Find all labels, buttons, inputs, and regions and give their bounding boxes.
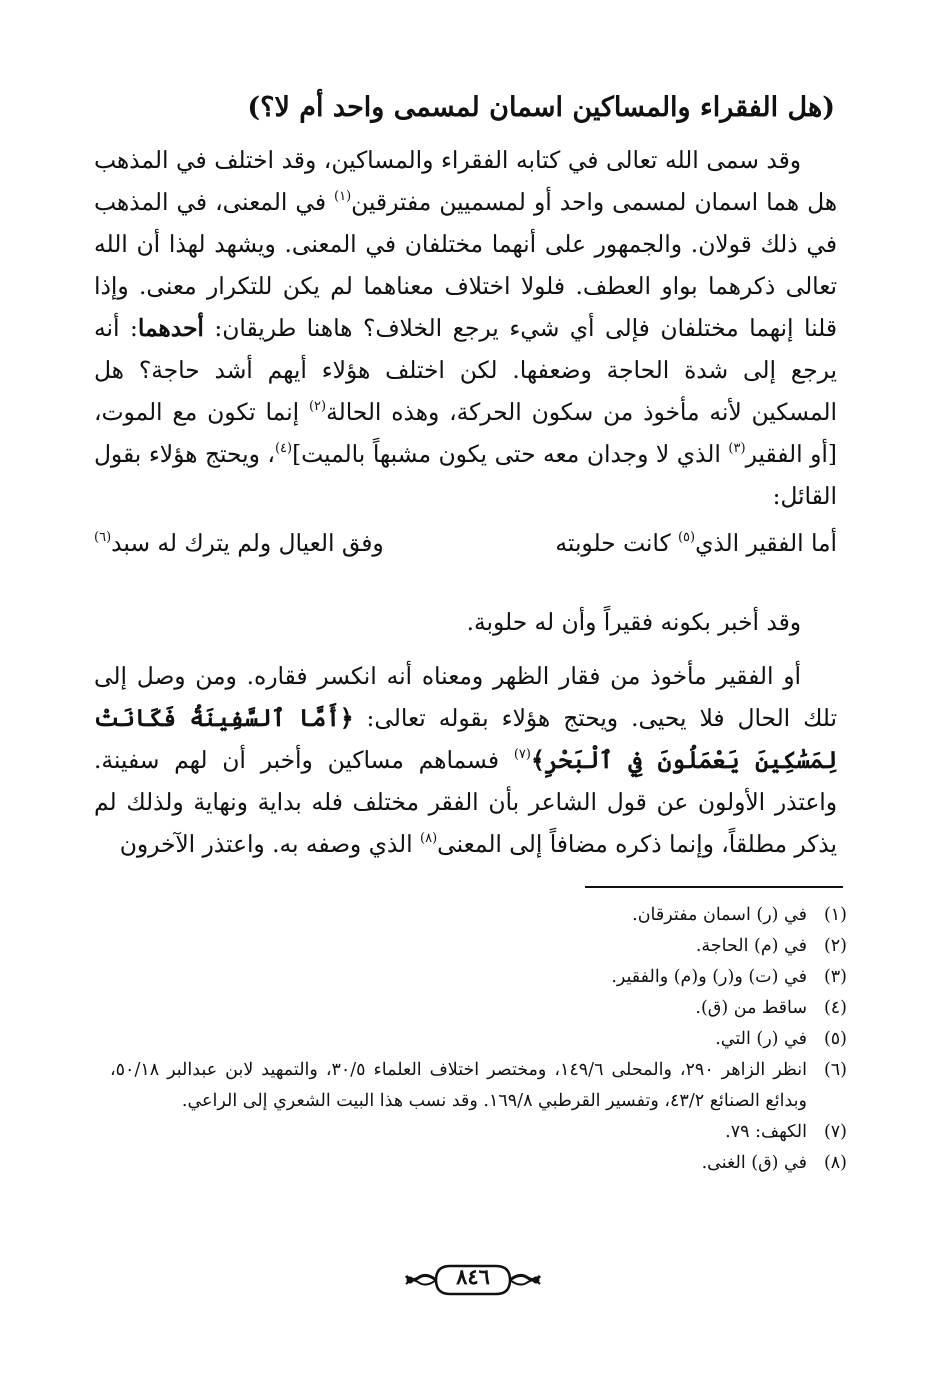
footnote-divider — [585, 886, 843, 888]
footnote-number: (٨) — [823, 1153, 847, 1173]
footnote-ref-7[interactable]: (٧) — [513, 747, 531, 762]
p3-text-b: فسماهم مساكين وأخبر أن لهم سفينة. واعتذر الأولون عن قول الشاعر بأن الفقر مختلف فله بداية ونهاية ولذلك لم يذكر مطلقاً، وإنما ذكره مضافاً إلى المعنى — [94, 747, 837, 858]
paragraph-3 — [94, 656, 837, 866]
footnote-ref-6[interactable]: (٦) — [94, 530, 112, 545]
paragraph-1 — [94, 140, 837, 518]
p1-text-e: الذي لا وجدان معه حتى يكون مشبهاً بالميت] — [292, 441, 729, 468]
p1-text-d: إنما تكون مع الموت، [أو الفقير — [94, 399, 837, 468]
p1-text-b: في المعنى، في المذهب في ذلك قولان. والجمهور على أنهما مختلفان في المعنى. ويشهد لهذا أن الله تعالى ذكرهما بواو العطف. فلولا اختلاف معناهما لم يكن للتكرار معنى. وإذا قلنا إنهما مختلفان فإلى أي شيء يرجع الخلاف؟ هاهنا طريقان: — [94, 189, 837, 342]
footnote-ref-1[interactable]: (١) — [334, 189, 352, 204]
footnote-number: (٥) — [823, 1029, 847, 1049]
p3-text-c: الذي وصفه به. واعتذر الآخرون — [119, 831, 421, 858]
footnote-item — [110, 1117, 847, 1148]
footnote-text: انظر الزاهر ٢٩٠، والمحلى ١٤٩/٦، ومختصر اختلاف العلماء ٣٠/٥، والتمهيد لابن عبدالبر ٥٠/١٨، وبدائع الصنائع ٤٣/٢، وتفسير القرطبي ١٦٩/٨. وقد نسب هذا البيت الشعري إلى الراعي. — [110, 1060, 807, 1111]
footnote-ref-3[interactable]: (٣) — [728, 441, 746, 456]
footnote-number: (٣) — [823, 967, 847, 987]
footnote-item — [110, 1148, 847, 1179]
footnote-number: (٧) — [823, 1122, 847, 1142]
quran-quote: ﴿أَمَّا ٱلسَّفِينَةُ فَكَانَتْ لِمَسَٰكِينَ يَعْمَلُونَ فِي ٱلْبَحْرِ﴾ — [94, 705, 837, 774]
p1-text-c: : أنه يرجع إلى شدة الحاجة وضعفها. لكن اختلف هؤلاء أيهم أشد حاجة؟ هل المسكين لأنه مأخوذ من سكون الحركة، وهذه الحالة — [94, 315, 837, 426]
page-number-ornament — [398, 1260, 548, 1300]
footnote-ref-4[interactable]: (٤) — [274, 441, 293, 456]
footnote-text: في (م) الحاجة. — [695, 936, 807, 956]
p1-text-a: وقد سمى الله تعالى في كتابه الفقراء والمساكين، وقد اختلف في المذهب هل هما اسمان لمسمى واحد أو لمسميين مفترقين — [94, 147, 838, 216]
verse-hemistich-2 — [94, 530, 384, 557]
footnote-text: في (ر) اسمان مفترقان. — [632, 905, 807, 925]
footnotes — [110, 900, 847, 1179]
verse-h1-text: أما الفقير الذي — [695, 530, 837, 557]
poetry-verse — [94, 530, 837, 572]
footnote-ref-2[interactable]: (٢) — [308, 399, 327, 414]
page-number: ٨٤٦ — [456, 1264, 490, 1289]
verse-h1b-text: كانت حلوبته — [555, 530, 678, 557]
footnote-ref-8[interactable]: (٨) — [420, 831, 438, 846]
footnote-number: (٦) — [823, 1060, 847, 1080]
verse-h2-text: وفق العيال ولم يترك له سبد — [111, 530, 384, 557]
footnote-text: ساقط من (ق). — [695, 998, 807, 1018]
paragraphs-continued — [94, 602, 837, 878]
p1-bold-term: أحدهما — [137, 315, 204, 342]
footnote-text: في (ر) التي. — [715, 1029, 807, 1049]
footnote-text: الكهف: ٧٩. — [725, 1122, 807, 1142]
footnote-item — [110, 900, 847, 931]
footnote-number: (٢) — [823, 936, 847, 956]
footnote-item — [110, 1055, 847, 1117]
footnote-item — [110, 993, 847, 1024]
footnote-item — [110, 962, 847, 993]
footnote-number: (١) — [823, 905, 847, 925]
section-heading: (هل الفقراء والمساكين اسمان لمسمى واحد أم لا؟) — [247, 92, 835, 123]
paragraph-2: وقد أخبر بكونه فقيراً وأن له حلوبة. — [466, 609, 801, 636]
footnote-number: (٤) — [823, 998, 847, 1018]
footnote-ref-5[interactable]: (٥) — [677, 530, 696, 545]
verse-hemistich-1 — [555, 530, 837, 557]
p1-text-f: ، ويحتج هؤلاء بقول القائل: — [94, 441, 837, 510]
p3-text-a: أو الفقير مأخوذ من فقار الظهر ومعناه أنه انكسر فقاره. ومن وصل إلى تلك الحال فلا يحيى. ويحتج هؤلاء بقوله تعالى: — [94, 663, 838, 732]
footnote-item — [110, 1024, 847, 1055]
footnote-text: في (ق) الغنى. — [701, 1153, 807, 1173]
footnote-item — [110, 931, 847, 962]
footnote-text: في (ت) و(ر) و(م) والفقير. — [611, 967, 807, 987]
